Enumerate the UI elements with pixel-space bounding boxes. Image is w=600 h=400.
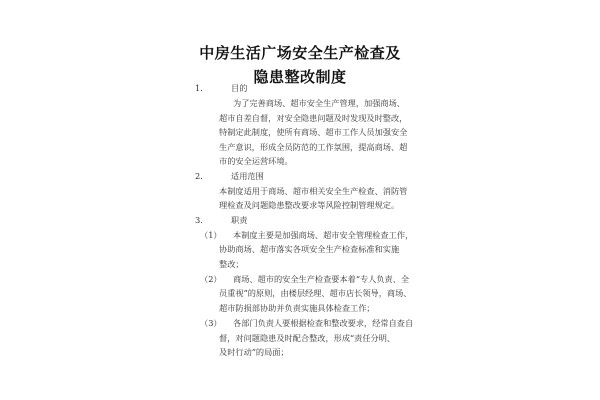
- duty-item-2-line: 员重视”的原则，由楼层经理、超市店长领导，商场、: [219, 288, 412, 298]
- duty-item-1-number: （1）: [200, 230, 222, 240]
- duty-item-2-line: 超市防损部协助并负责实施具体检查工作；: [219, 303, 375, 313]
- duty-item-2-line: 商场、超市的安全生产检查要本着“专人负责、全: [233, 274, 410, 284]
- section-1-line: 为了完善商场、超市安全生产管理，加强商场、: [233, 98, 405, 108]
- duty-item-1-line: 协助商场、超市落实各项安全生产检查标准和实施: [219, 244, 400, 254]
- section-1-number: 1.: [195, 83, 203, 93]
- section-1-line: 市的安全运营环境。: [219, 156, 293, 166]
- duty-item-3-line: 及时行动”的局面；: [219, 347, 289, 357]
- section-2-line: 理检查及问题隐患整改要求等风险控制管理规定。: [219, 200, 400, 210]
- duty-item-3-line: 各部门负责人要根据检查和整改要求，经常自查自: [233, 318, 414, 328]
- section-2-number: 2.: [195, 171, 203, 181]
- duty-item-1-line: 整改；: [219, 259, 244, 269]
- section-1-line: 特制定此制度，使所有商场、超市工作人员加强安全: [219, 127, 408, 137]
- duty-item-3-number: （3）: [200, 318, 222, 328]
- section-1-heading: 目的: [231, 83, 248, 93]
- duty-item-3-line: 督，对问题隐患及时配合整改，形成“责任分明、: [219, 333, 396, 343]
- section-3-number: 3.: [195, 215, 203, 225]
- document-title-line-2: 隐患整改制度: [253, 68, 347, 86]
- duty-item-1-line: 本制度主要是加强商场、超市安全管理检查工作，: [233, 230, 414, 240]
- section-1-line: 超市自差自督，对安全隐患问题及时发现及时整改，: [219, 113, 408, 123]
- section-2-heading: 适用范围: [231, 171, 264, 181]
- duty-item-2-number: （2）: [200, 274, 222, 284]
- document-title-line-1: 中房生活广场安全生产检查及: [199, 44, 401, 62]
- section-2-line: 本制度适用于商场、超市相关安全生产检查、消防管: [219, 186, 408, 196]
- section-1-line: 生产意识，形成全员防范的工作氛围，提高商场、超: [219, 142, 408, 152]
- section-3-heading: 职责: [231, 215, 248, 225]
